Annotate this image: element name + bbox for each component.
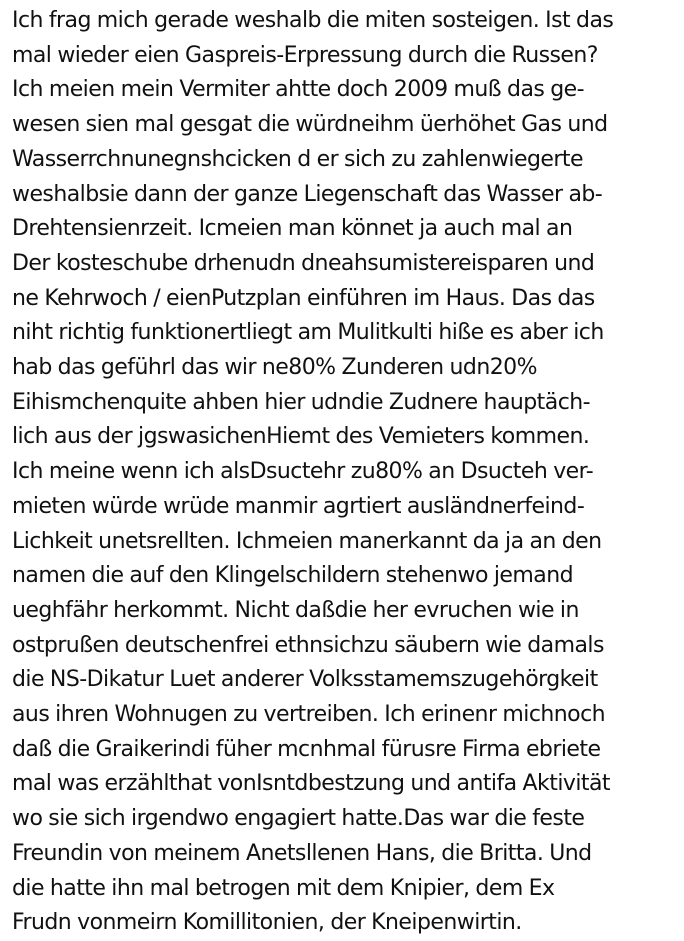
text-line: ostprußen deutschenfrei ethnsichzu säubern wie damals: [12, 632, 604, 658]
text-line: hab das geführl das wir ne80% Zunderen udn20%: [12, 355, 537, 381]
text-line: die NS-Dikatur Luet anderer Volksstamemszugehörgkeit: [12, 667, 598, 693]
body-text: [12, 4, 680, 941]
text-line: Eihismchenquite ahben hier udndie Zudnere hauptäch-: [12, 389, 591, 415]
text-line: Ich meien mein Vermiter ahtte doch 2009 muß das ge-: [12, 77, 585, 103]
text-line: wesen sien mal gesgat die würdneihm üerhöhet Gas und: [12, 112, 608, 138]
text-line: wo sie sich irgendwo engagiert hatte.Das war die feste: [12, 806, 585, 832]
text-line: daß die Graikerindi füher mcnhmal fürusre Firma ebriete: [12, 736, 601, 762]
text-line: ne Kehrwoch / eienPutzplan einführen im Haus. Das das: [12, 285, 595, 311]
text-line: Lichkeit unetsrellten. Ichmeien manerkannt da ja an den: [12, 528, 602, 554]
text-line: mal was erzählthat vonIsntdbestzung und antifa Aktivität: [12, 771, 610, 797]
text-line: ueghfähr herkommt. Nicht daßdie her evruchen wie in: [12, 597, 579, 623]
text-line: weshalbsie dann der ganze Liegenschaft das Wasser ab-: [12, 181, 603, 207]
text-line: Ich meine wenn ich alsDsuctehr zu80% an Dsucteh ver-: [12, 459, 594, 485]
text-line: Wasserrchnunegnshcicken d er sich zu zahlenwiegerte: [12, 146, 583, 172]
text-line: mieten würde wrüde manmir agrtiert ausländnerfeind-: [12, 493, 585, 519]
text-line: Der kosteschube drhenudn dneahsumistereisparen und: [12, 250, 595, 276]
text-line: Freundin von meinem Anetsllenen Hans, die Britta. Und: [12, 840, 592, 866]
text-line: Drehtensienrzeit. Icmeien man könnet ja auch mal an: [12, 216, 573, 242]
text-line: lich aus der jgswasichenHiemt des Vemieters kommen.: [12, 424, 590, 450]
text-line: mal wieder eien Gaspreis-Erpressung durch die Russen?: [12, 42, 598, 68]
text-line: Ich frag mich gerade weshalb die miten sosteigen. Ist das: [12, 8, 614, 33]
text-line: niht richtig funktionertliegt am Mulitkulti hiße es aber ich: [12, 320, 604, 346]
text-line: aus ihren Wohnugen zu vertreiben. Ich erinenr michnoch: [12, 702, 606, 728]
text-line: Frudn vonmeirn Komillitonien, der Kneipenwirtin.: [12, 910, 522, 936]
text-line: namen die auf den Klingelschildern stehenwo jemand: [12, 563, 574, 589]
text-line: die hatte ihn mal betrogen mit dem Knipier, dem Ex: [12, 875, 555, 901]
